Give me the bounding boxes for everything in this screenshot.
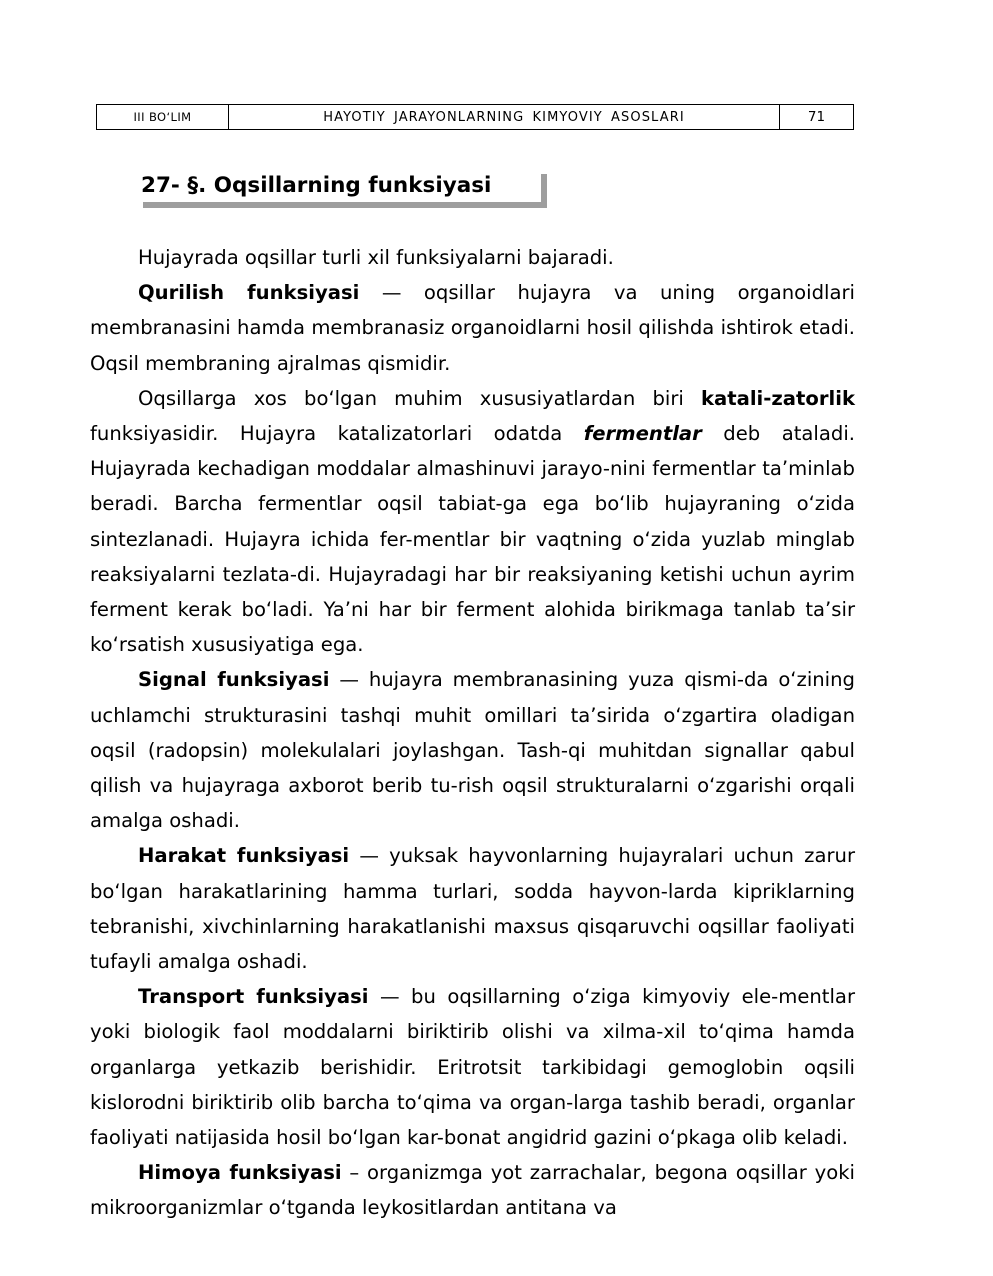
paragraph-qurilish xyxy=(90,275,855,381)
paragraph-himoya xyxy=(90,1155,855,1225)
paragraph-harakat-text: — yuksak hayvonlarning hujayralari uchun zarur bo‘lgan harakatlarining hamma turlari, sodda hayvon-larda kipriklarning tebranishi, xivchinlarning harakatlanishi maxsus qisqaruvchi oqsillar faoliyati tufayli amalga oshadi. xyxy=(90,844,855,974)
page-number: 71 xyxy=(807,109,826,125)
heading-text: 27- §. Oqsillarning funksiyasi xyxy=(141,172,492,198)
paragraph-signal-text: — hujayra membranasining yuza qismi-da o‘zining uchlamchi strukturasini tashqi muhit omillari ta’sirida o‘zgartira oladigan oqsil (radopsin) molekulalari joylashgan. Tash-qi muhitdan signallar qabul qilish va hujayraga axborot berib tu-rish oqsil strukturalarni o‘zgarishi orqali amalga oshadi. xyxy=(90,668,855,833)
header-title-cell xyxy=(229,105,780,129)
paragraph-katalizatorlik xyxy=(90,381,855,663)
body-text xyxy=(90,240,855,1226)
term-fermentlar: fermentlar xyxy=(583,422,702,446)
paragraph-katalizatorlik-lead: Oqsillarga xos bo‘lgan muhim xususiyatlardan biri xyxy=(138,386,701,410)
paragraph-harakat xyxy=(90,838,855,979)
term-signal-funksiyasi: Signal funksiyasi xyxy=(138,668,330,692)
paragraph-qurilish-text: — oqsillar hujayra va uning organoidlari membranasini hamda membranasiz organoidlarni hosil qilishda ishtirok etadi. Oqsil membraning ajralmas qismidir. xyxy=(90,281,855,375)
paragraph-transport xyxy=(90,979,855,1155)
header-page-cell xyxy=(780,105,853,129)
paragraph-katalizatorlik-text: deb ataladi. Hujayrada kechadigan moddalar almashinuvi jarayo-nini fermentlar ta’minlab beradi. Barcha fermentlar oqsil tabiat-ga ega bo‘lib hujayraning o‘zida sintezlanadi. Hujayra ichida fer-mentlar bir vaqtning o‘zida yuzlab minglab reaksiyalarni tezlata-di. Hujayradagi har bir reaksiyaning ketishi uchun ayrim ferment kerak bo‘ladi. Ya’ni har bir ferment alohida birikmaga tanlab ta’sir ko‘rsatish xususiyatiga ega. xyxy=(90,422,855,657)
paragraph-katalizatorlik-mid: funksiyasidir. Hujayra katalizatorlari odatda xyxy=(90,422,584,446)
term-transport-funksiyasi: Transport funksiyasi xyxy=(138,985,369,1009)
heading-box xyxy=(137,168,541,202)
running-header xyxy=(96,104,854,130)
header-title-label: HAYOTIY JARAYONLARNING KIMYOVIY ASOSLARI xyxy=(323,109,685,125)
term-harakat-funksiyasi: Harakat funksiyasi xyxy=(138,844,350,868)
section-heading xyxy=(137,168,547,208)
term-qurilish-funksiyasi: Qurilish funksiyasi xyxy=(138,281,360,305)
term-katalizatorlik: katali-zatorlik xyxy=(701,386,855,410)
header-section-label: III BO‘LIM xyxy=(133,110,192,124)
paragraph-signal xyxy=(90,662,855,838)
paragraph-intro xyxy=(90,240,855,275)
paragraph-transport-text: — bu oqsillarning o‘ziga kimyoviy ele-mentlar yoki biologik faol moddalarni biriktirib olishi va xilma-xil to‘qima hamda organlarga yetkazib berishidir. Eritrotsit tarkibidagi gemoglobin oqsili kislorodni biriktirib olib barcha to‘qima va organ-larga tashib beradi, organlar faoliyati natijasida hosil bo‘lgan kar-bonat angidrid gazini o‘pkaga olib keladi. xyxy=(90,985,855,1150)
term-himoya-funksiyasi: Himoya funksiyasi xyxy=(138,1161,342,1185)
paragraph-himoya-text: – organizmga yot zarrachalar, begona oqsillar yoki mikroorganizmlar o‘tganda leykositlardan antitana va xyxy=(90,1161,855,1220)
header-section-cell xyxy=(97,105,229,129)
paragraph-intro-text: Hujayrada oqsillar turli xil funksiyalarni bajaradi. xyxy=(138,246,614,269)
